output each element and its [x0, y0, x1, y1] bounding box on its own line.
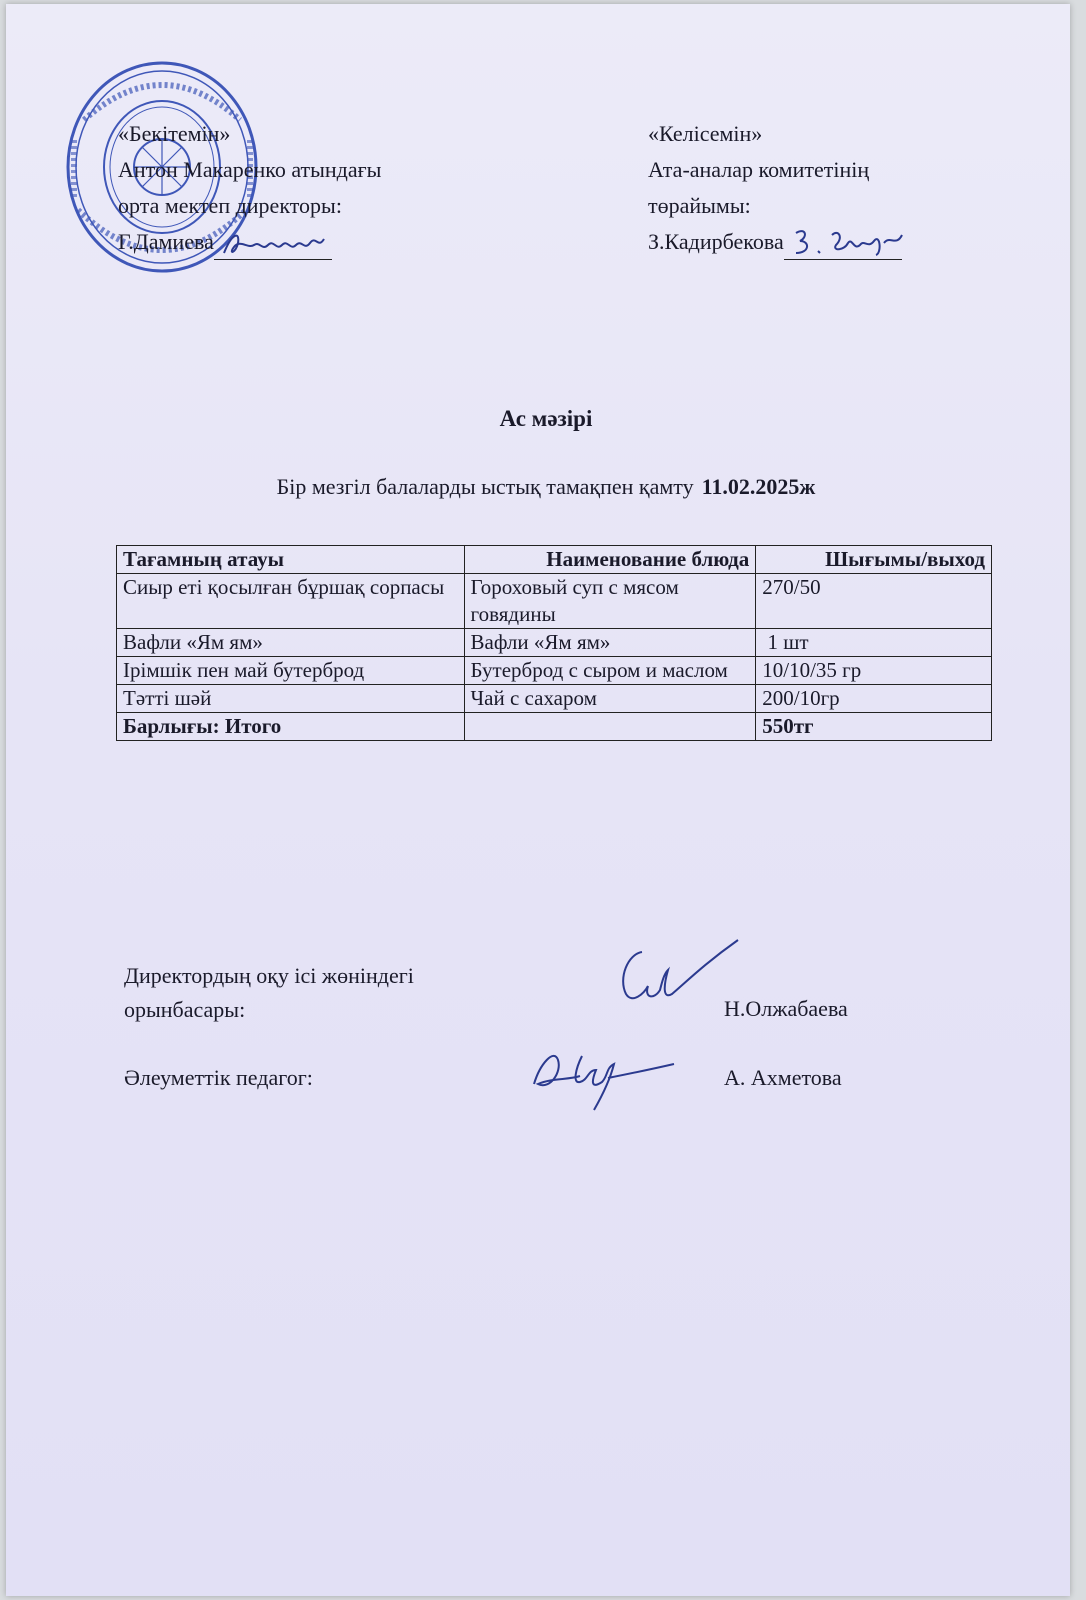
cell-yield: 270/50 [756, 574, 992, 629]
cell-dish-kk: Сиыр еті қосылған бұршақ сорпасы [117, 574, 465, 629]
agreement-line-1: Ата-аналар комитетінің [648, 157, 870, 182]
approval-signature-row [118, 224, 381, 260]
document-title: Ас мәзірі [499, 406, 593, 431]
agreement-block [648, 116, 902, 260]
approval-title: «Бекітемін» [118, 121, 231, 146]
cell-dish-ru: Гороховый суп с мясом говядины [464, 574, 756, 629]
cell-yield: 10/10/35 гр [756, 657, 992, 685]
deputy-name: Н.Олжабаева [724, 996, 848, 1021]
cell-dish-kk: Вафли «Ям ям» [117, 629, 465, 657]
agreement-name: З.Кадирбекова [648, 229, 784, 254]
cell-dish-kk: Тәтті шәй [117, 685, 465, 713]
table-row [117, 685, 992, 713]
menu-table [116, 545, 992, 741]
cell-yield: 200/10гр [756, 685, 992, 713]
cell-yield: 1 шт [756, 629, 992, 657]
social-role: Әлеуметтік педагог: [124, 1065, 313, 1090]
agreement-signature-line [784, 235, 902, 260]
approval-signature-line [214, 235, 332, 260]
document-page [6, 4, 1070, 1596]
header-yield: Шығымы/выход [756, 546, 992, 574]
agreement-line-2: төрайымы: [648, 193, 751, 218]
cell-dish-ru: Чай с сахаром [464, 685, 756, 713]
table-header-row [117, 546, 992, 574]
approval-line-2: орта мектеп директоры: [118, 193, 342, 218]
deputy-role: Директордың оқу ісі жөніндегі орынбасары: [124, 963, 414, 1022]
header-dish-ru: Наименование блюда [464, 546, 756, 574]
cell-dish-kk: Ірімшік пен май бутерброд [117, 657, 465, 685]
table-total-row [117, 713, 992, 741]
cell-dish-ru: Вафли «Ям ям» [464, 629, 756, 657]
document-subtitle [6, 474, 1070, 500]
table-row [117, 574, 992, 629]
subtitle-text: Бір мезгіл балаларды ыстық тамақпен қамту [276, 474, 694, 499]
table-row [117, 657, 992, 685]
cell-dish-ru: Бутерброд с сыром и маслом [464, 657, 756, 685]
table-row [117, 629, 992, 657]
social-pedagogue-signature [528, 1034, 678, 1114]
approval-name: Г.Дамиева [118, 229, 214, 254]
approval-line-1: Антон Макаренко атындағы [118, 157, 382, 182]
agreement-title: «Келісемін» [648, 121, 763, 146]
total-empty [464, 713, 756, 741]
director-signature [218, 225, 338, 259]
total-label: Барлығы: Итого [117, 713, 465, 741]
header-dish-kk: Тағамның атауы [117, 546, 465, 574]
approval-block [118, 116, 381, 260]
committee-signature [788, 223, 908, 259]
total-price: 550тг [756, 713, 992, 741]
menu-date: 11.02.2025ж [701, 474, 816, 499]
social-name: А. Ахметова [724, 1065, 842, 1090]
agreement-signature-row [648, 224, 902, 260]
